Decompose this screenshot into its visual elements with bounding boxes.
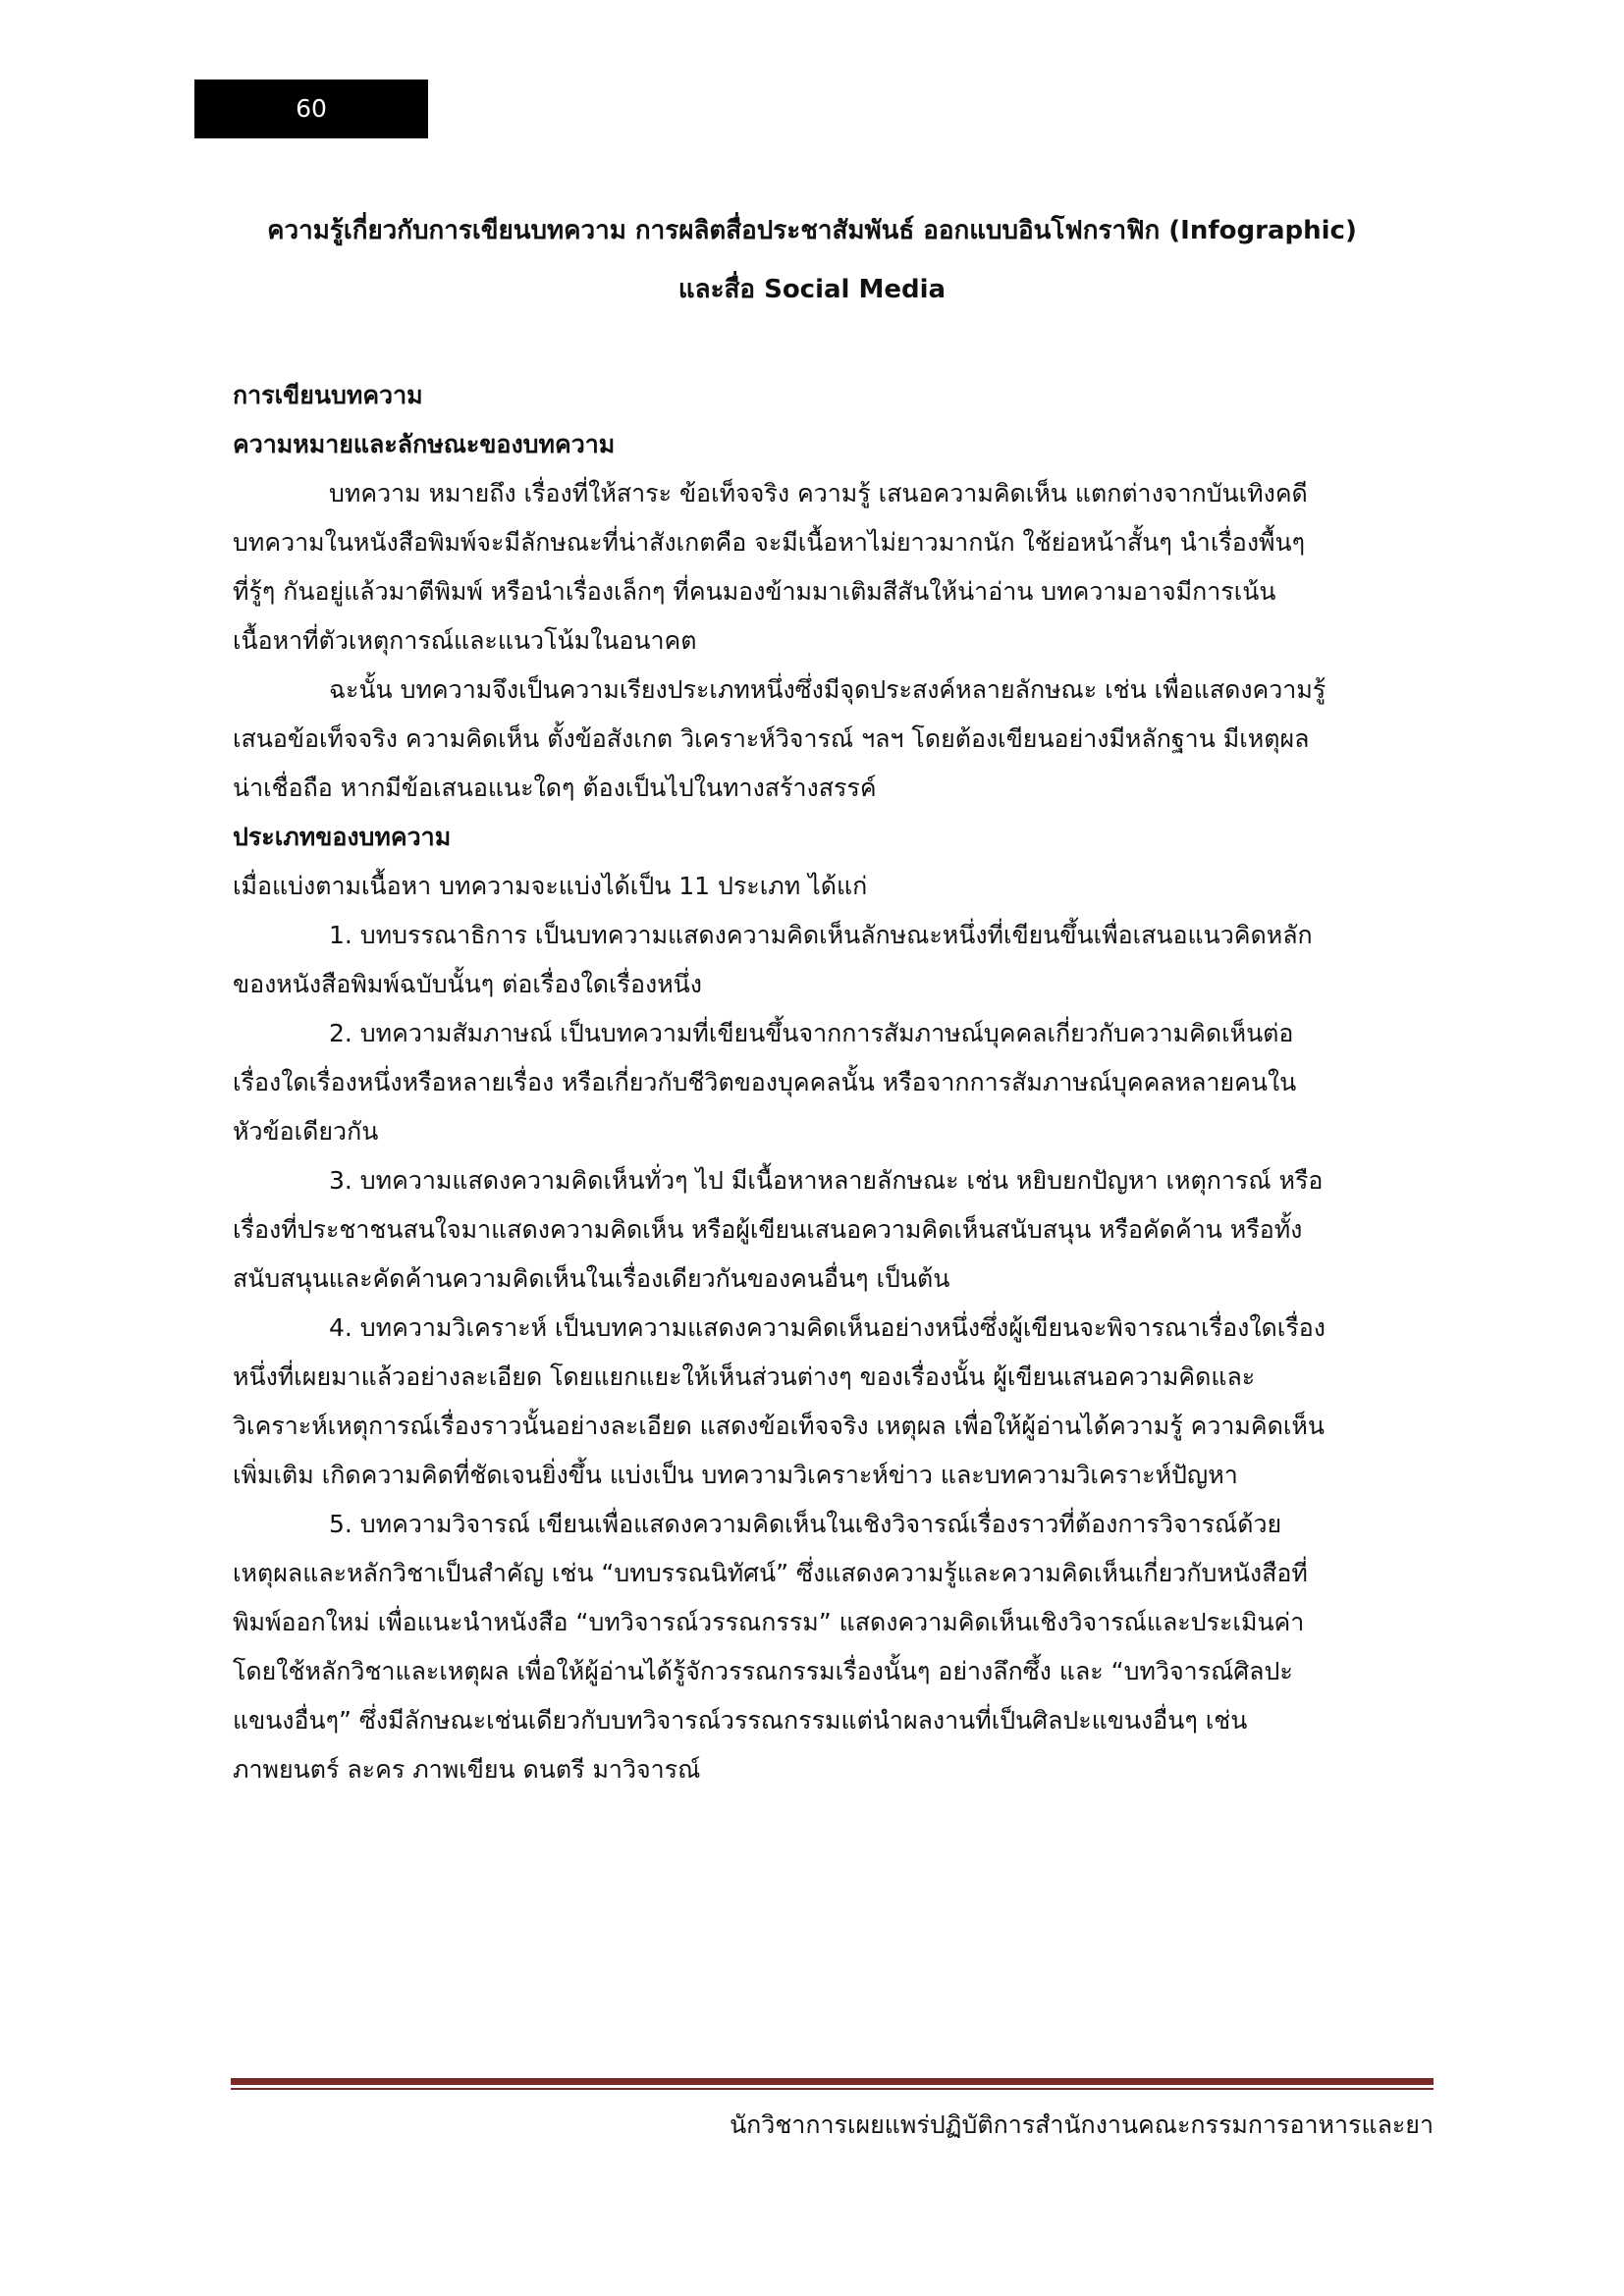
document-body (233, 371, 1440, 1794)
list-item-interview (233, 1009, 1440, 1156)
list-item-line: 5. บทความวิจารณ์ เขียนเพื่อแสดงความคิดเห็นในเชิงวิจารณ์เรื่องราวที่ต้องการวิจารณ์ด้วย (329, 1510, 1282, 1538)
list-item-line: เหตุผลและหลักวิชาเป็นสำคัญ เช่น “บทบรรณนิทัศน์” ซึ่งแสดงความรู้และความคิดเห็นเกี่ยวกับหนังสือที่ (233, 1559, 1308, 1587)
document-title (157, 201, 1467, 319)
list-item-line: ของหนังสือพิมพ์ฉบับนั้นๆ ต่อเรื่องใดเรื่องหนึ่ง (233, 970, 702, 998)
list-item-line: 1. บทบรรณาธิการ เป็นบทความแสดงความคิดเห็นลักษณะหนึ่งที่เขียนขึ้นเพื่อเสนอแนวคิดหลัก (329, 921, 1313, 949)
section-heading-types: ประเภทของบทความ (233, 823, 452, 851)
section-heading-writing: การเขียนบทความ (233, 381, 423, 409)
list-item-analysis (233, 1304, 1440, 1500)
paragraph-line: ที่รู้ๆ กันอยู่แล้วมาตีพิมพ์ หรือนำเรื่องเล็กๆ ที่คนมองข้ามมาเติมสีสันให้น่าอ่าน บทความอาจมีการเน้น (233, 577, 1276, 606)
list-item-editorial (233, 911, 1440, 1009)
list-item-line: หัวข้อเดียวกัน (233, 1117, 379, 1146)
list-item-line: เรื่องใดเรื่องหนึ่งหรือหลายเรื่อง หรือเกี่ยวกับชีวิตของบุคคลนั้น หรือจากการสัมภาษณ์บุคคลหลายคนใน (233, 1068, 1297, 1096)
page-number-box (194, 80, 428, 138)
types-intro: เมื่อแบ่งตามเนื้อหา บทความจะแบ่งได้เป็น 11 ประเภท ได้แก่ (233, 872, 868, 900)
list-item-line: 2. บทความสัมภาษณ์ เป็นบทความที่เขียนขึ้นจากการสัมภาษณ์บุคคลเกี่ยวกับความคิดเห็นต่อ (329, 1019, 1294, 1047)
list-item-line: 4. บทความวิเคราะห์ เป็นบทความแสดงความคิดเห็นอย่างหนึ่งซึ่งผู้เขียนจะพิจารณาเรื่องใดเรื่อง (329, 1313, 1326, 1342)
paragraph-line: บทความ หมายถึง เรื่องที่ให้สาระ ข้อเท็จจริง ความรู้ เสนอความคิดเห็น แตกต่างจากบันเทิงคดี (329, 479, 1308, 507)
footer-text: นักวิชาการเผยแพร่ปฏิบัติการสำนักงานคณะกรรมการอาหารและยา (730, 2110, 1434, 2139)
list-item-line: เพิ่มเติม เกิดความคิดที่ชัดเจนยิ่งขึ้น แบ่งเป็น บทความวิเคราะห์ข่าว และบทความวิเคราะห์ปัญหา (233, 1461, 1238, 1489)
list-item-line: โดยใช้หลักวิชาและเหตุผล เพื่อให้ผู้อ่านได้รู้จักวรรณกรรมเรื่องนั้นๆ อย่างลึกซึ้ง และ “บทวิจารณ์ศิลปะ (233, 1657, 1293, 1685)
section-heading-meaning: ความหมายและลักษณะของบทความ (233, 430, 616, 458)
paragraph-line: น่าเชื่อถือ หากมีข้อเสนอแนะใดๆ ต้องเป็นไปในทางสร้างสรรค์ (233, 774, 877, 802)
footer-rule-thin (231, 2088, 1434, 2090)
title-line-1: ความรู้เกี่ยวกับการเขียนบทความ การผลิตสื่อประชาสัมพันธ์ ออกแบบอินโฟกราฟิก (Infographic) (267, 216, 1357, 245)
list-item-line: 3. บทความแสดงความคิดเห็นทั่วๆ ไป มีเนื้อหาหลายลักษณะ เช่น หยิบยกปัญหา เหตุการณ์ หรือ (329, 1166, 1324, 1195)
list-item-line: แขนงอื่นๆ” ซึ่งมีลักษณะเช่นเดียวกับบทวิจารณ์วรรณกรรมแต่นำผลงานที่เป็นศิลปะแขนงอื่นๆ เช่น (233, 1706, 1248, 1735)
list-item-line: สนับสนุนและคัดค้านความคิดเห็นในเรื่องเดียวกันของคนอื่นๆ เป็นต้น (233, 1264, 950, 1293)
footer-divider (231, 2078, 1434, 2090)
list-item-line: ภาพยนตร์ ละคร ภาพเขียน ดนตรี มาวิจารณ์ (233, 1755, 701, 1784)
paragraph-definition (233, 469, 1440, 666)
list-item-criticism (233, 1500, 1440, 1794)
paragraph-line: เนื้อหาที่ตัวเหตุการณ์และแนวโน้มในอนาคต (233, 626, 697, 655)
list-item-line: พิมพ์ออกใหม่ เพื่อแนะนำหนังสือ “บทวิจารณ์วรรณกรรม” แสดงความคิดเห็นเชิงวิจารณ์และประเมินค่า (233, 1608, 1305, 1636)
paragraph-purpose (233, 666, 1440, 813)
footer-rule-thick (231, 2078, 1434, 2085)
paragraph-line: ฉะนั้น บทความจึงเป็นความเรียงประเภทหนึ่งซึ่งมีจุดประสงค์หลายลักษณะ เช่น เพื่อแสดงความรู้ (329, 675, 1326, 704)
page-number: 60 (296, 94, 327, 123)
title-line-2: และสื่อ Social Media (677, 275, 947, 304)
list-item-line: หนึ่งที่เผยมาแล้วอย่างละเอียด โดยแยกแยะให้เห็นส่วนต่างๆ ของเรื่องนั้น ผู้เขียนเสนอความคิดและ (233, 1362, 1256, 1391)
list-item-line: เรื่องที่ประชาชนสนใจมาแสดงความคิดเห็น หรือผู้เขียนเสนอความคิดเห็นสนับสนุน หรือคัดค้าน หรือทั้ง (233, 1215, 1303, 1244)
paragraph-line: บทความในหนังสือพิมพ์จะมีลักษณะที่น่าสังเกตคือ จะมีเนื้อหาไม่ยาวมากนัก ใช้ย่อหน้าสั้นๆ นำเรื่องพื้นๆ (233, 528, 1306, 557)
list-item-opinion (233, 1156, 1440, 1304)
paragraph-line: เสนอข้อเท็จจริง ความคิดเห็น ตั้งข้อสังเกต วิเคราะห์วิจารณ์ ฯลฯ โดยต้องเขียนอย่างมีหลักฐาน มีเหตุผล (233, 724, 1310, 753)
list-item-line: วิเคราะห์เหตุการณ์เรื่องราวนั้นอย่างละเอียด แสดงข้อเท็จจริง เหตุผล เพื่อให้ผู้อ่านได้ความรู้ ความคิดเห็น (233, 1412, 1325, 1440)
